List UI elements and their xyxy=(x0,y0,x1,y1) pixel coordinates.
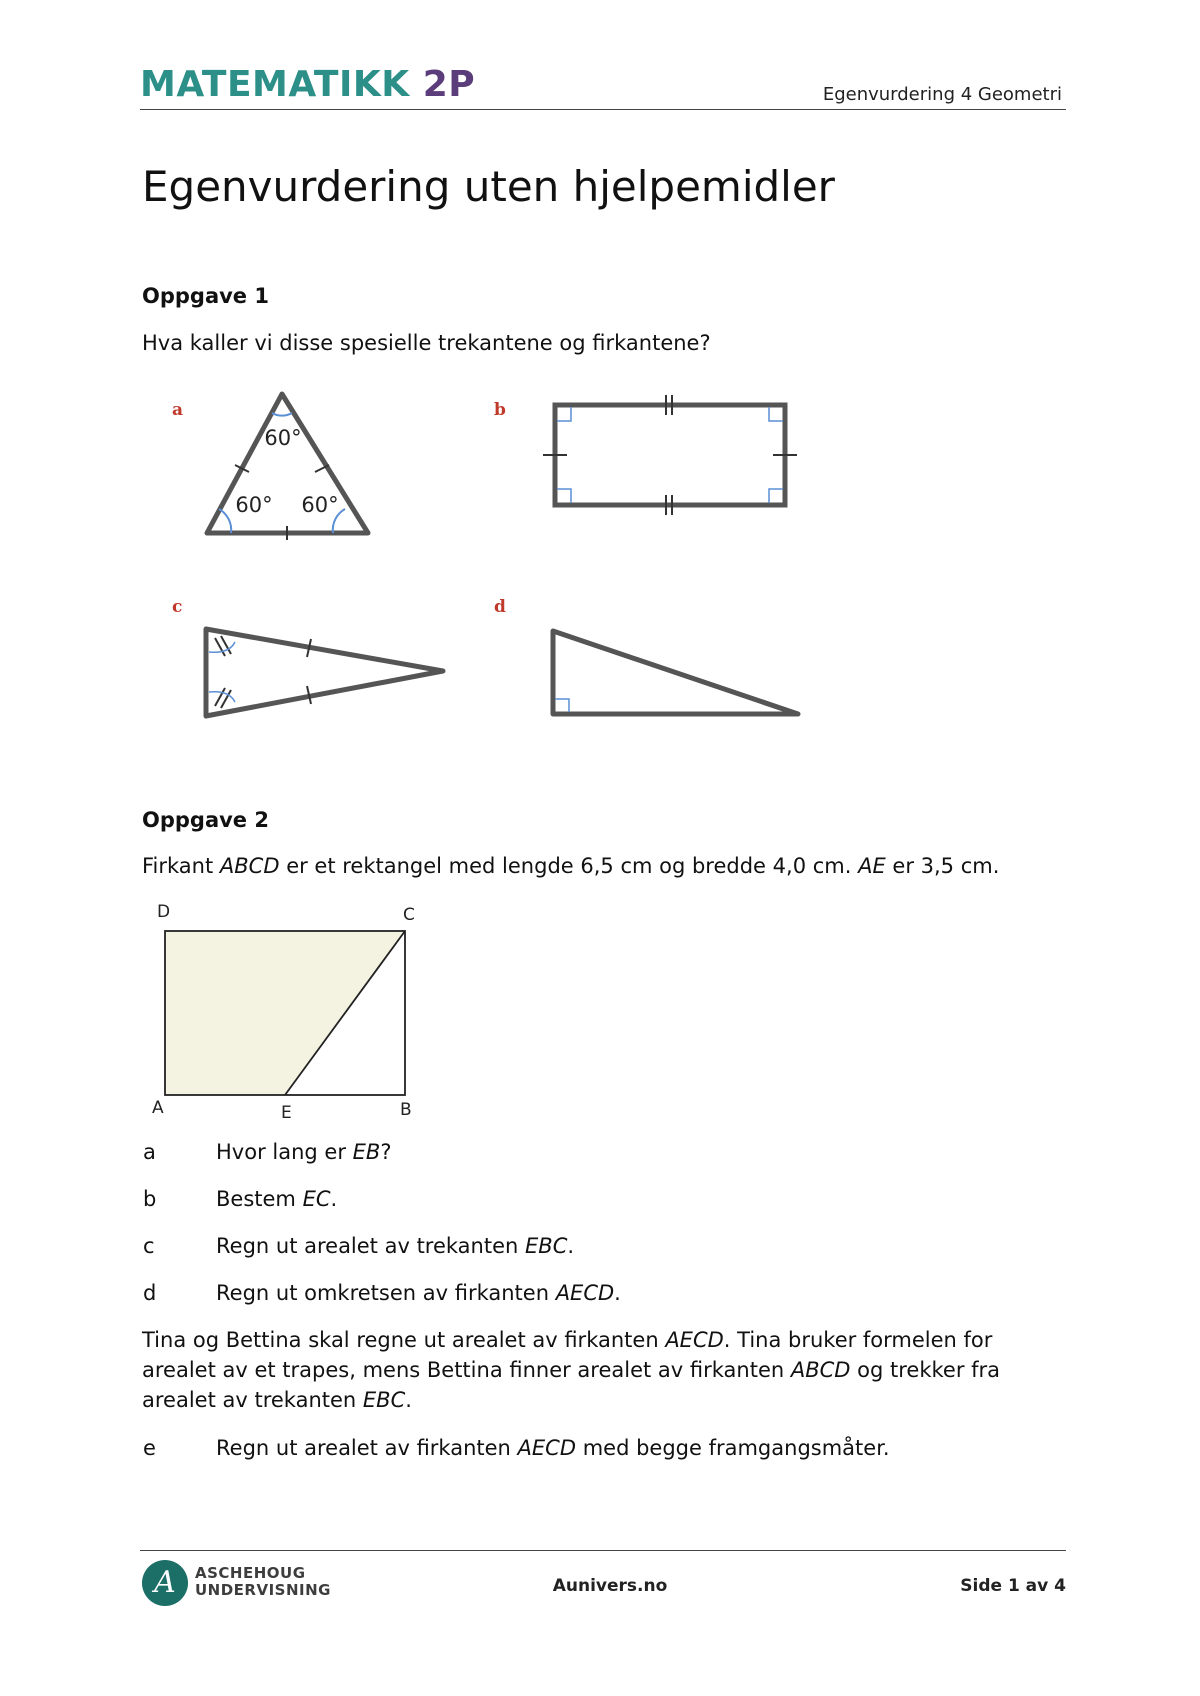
item-e-text xyxy=(216,1436,890,1460)
intro-text-3: er 3,5 cm. xyxy=(885,854,1000,878)
figure-b-letter: b xyxy=(494,400,506,420)
para-italic-1: AECD xyxy=(665,1328,724,1352)
item-b-text xyxy=(216,1187,337,1211)
item-d-italic: AECD xyxy=(555,1281,615,1305)
vertex-b-label: B xyxy=(400,1100,412,1120)
figure-a-letter: a xyxy=(172,400,184,420)
intro-text-2: er et rektangel med lengde 6,5 cm og bredde 4,0 cm. xyxy=(279,854,859,878)
page-number: Side 1 av 4 xyxy=(960,1576,1066,1596)
vertex-c-label: C xyxy=(403,905,415,925)
angle-top-label: 60° xyxy=(264,426,302,450)
angle-right-label: 60° xyxy=(301,493,339,517)
item-c-letter: c xyxy=(143,1234,155,1258)
equilateral-triangle-figure xyxy=(195,385,385,545)
figure-d-letter: d xyxy=(494,597,506,617)
logo-main: MATEMATIKK xyxy=(140,64,410,105)
para-italic-3: EBC xyxy=(362,1388,406,1412)
item-e-post: med begge framgangsmåter. xyxy=(576,1436,890,1460)
vertex-a-label: A xyxy=(152,1098,164,1118)
page-title: Egenvurdering uten hjelpemidler xyxy=(142,162,835,211)
brand-line-1: ASCHEHOUG xyxy=(195,1564,306,1582)
oppgave1-question: Hva kaller vi disse spesielle trekantene og firkantene? xyxy=(142,331,711,355)
isosceles-triangle-figure xyxy=(195,620,455,730)
item-e-pre: Regn ut arealet av firkanten xyxy=(216,1436,518,1460)
footer-divider xyxy=(140,1550,1066,1551)
rectangle-abcd-figure xyxy=(145,895,435,1130)
para-part-1: Tina og Bettina skal regne ut arealet av firkanten xyxy=(142,1328,666,1352)
item-c-pre: Regn ut arealet av trekanten xyxy=(216,1234,526,1258)
oppgave2-heading: Oppgave 2 xyxy=(142,808,269,832)
vertex-e-label: E xyxy=(281,1103,292,1123)
item-c-text xyxy=(216,1234,574,1258)
aschehoug-brand-text xyxy=(195,1565,331,1599)
item-c-post: . xyxy=(567,1234,575,1258)
item-d-text xyxy=(216,1281,621,1305)
vertex-d-label: D xyxy=(157,902,171,922)
para-italic-2: ABCD xyxy=(790,1358,851,1382)
item-b-letter: b xyxy=(143,1187,157,1211)
item-d-letter: d xyxy=(143,1281,157,1305)
item-b-post: . xyxy=(330,1187,338,1211)
item-d-pre: Regn ut omkretsen av firkanten xyxy=(216,1281,556,1305)
tina-bettina-paragraph xyxy=(142,1325,1067,1415)
angle-left-label: 60° xyxy=(235,493,273,517)
item-a-text xyxy=(216,1140,391,1164)
oppgave2-intro xyxy=(142,851,999,881)
para-part-3: og trekker fra arealet av trekanten xyxy=(142,1358,1001,1412)
item-b-pre: Bestem xyxy=(216,1187,303,1211)
intro-text-1: Firkant xyxy=(142,854,220,878)
header-divider xyxy=(140,109,1066,110)
right-triangle-figure xyxy=(540,620,810,730)
footer-link[interactable]: Aunivers.no xyxy=(552,1576,668,1596)
oppgave1-heading: Oppgave 1 xyxy=(142,284,269,308)
item-e-italic: AECD xyxy=(517,1436,577,1460)
logo xyxy=(140,64,475,105)
aschehoug-logo-icon: A xyxy=(142,1560,188,1606)
intro-abcd: ABCD xyxy=(219,854,280,878)
item-a-letter: a xyxy=(143,1140,156,1164)
item-d-post: . xyxy=(614,1281,621,1305)
intro-ae: AE xyxy=(858,854,886,878)
logo-suffix: 2P xyxy=(422,64,476,105)
figure-c-letter: c xyxy=(172,597,183,617)
rectangle-figure xyxy=(540,385,800,525)
item-e-letter: e xyxy=(143,1436,156,1460)
item-b-italic: EC xyxy=(302,1187,331,1211)
header-subtitle: Egenvurdering 4 Geometri xyxy=(822,84,1062,105)
para-part-4: . xyxy=(405,1388,412,1412)
item-a-post: ? xyxy=(380,1140,392,1164)
brand-line-2: UNDERVISNING xyxy=(195,1581,331,1599)
item-a-pre: Hvor lang er xyxy=(216,1140,353,1164)
item-c-italic: EBC xyxy=(525,1234,568,1258)
para-part-2: . Tina bruker formelen for arealet av et trapes, mens Bettina finner arealet av firkanten xyxy=(142,1328,993,1382)
item-a-italic: EB xyxy=(352,1140,381,1164)
